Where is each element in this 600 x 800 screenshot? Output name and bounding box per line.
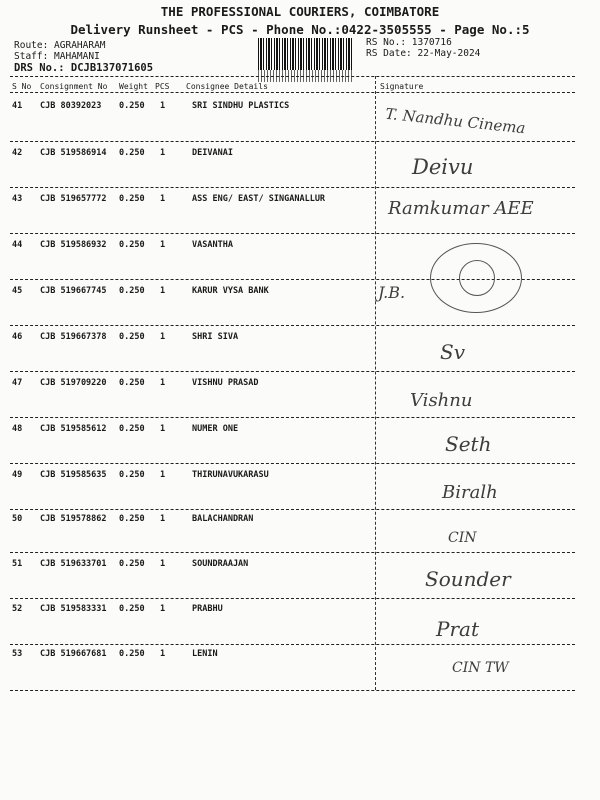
col-consignment: Consignment No xyxy=(40,82,108,91)
row-pcs: 1 xyxy=(160,378,166,388)
row-weight: 0.250 xyxy=(119,332,145,342)
row-consignment-no: CJB 519667378 xyxy=(40,332,107,342)
row-signature: CIN xyxy=(448,530,477,546)
drs-number: DRS No.: DCJB137071605 xyxy=(14,62,154,74)
row-signature: CIN TW xyxy=(452,660,509,676)
row-sno: 45 xyxy=(12,286,23,296)
row-consignee: LENIN xyxy=(192,649,218,659)
col-consignee: Consignee Details xyxy=(186,82,268,91)
rs-date: RS Date: 22-May-2024 xyxy=(366,48,481,59)
row-pcs: 1 xyxy=(160,604,166,614)
row-consignee: SOUNDRAAJAN xyxy=(192,559,249,569)
row-sno: 46 xyxy=(12,332,23,342)
row-consignee: VISHNU PRASAD xyxy=(192,378,259,388)
row-rule xyxy=(10,417,575,418)
col-sno: S No xyxy=(12,82,32,91)
row-signature: Ramkumar AEE xyxy=(388,198,534,219)
row-consignment-no: CJB 519586914 xyxy=(40,148,107,158)
row-consignee: KARUR VYSA BANK xyxy=(192,286,269,296)
row-pcs: 1 xyxy=(160,240,166,250)
row-rule xyxy=(10,325,575,326)
row-consignee: DEIVANAI xyxy=(192,148,233,158)
row-weight: 0.250 xyxy=(119,101,145,111)
row-weight: 0.250 xyxy=(119,194,145,204)
row-weight: 0.250 xyxy=(119,514,145,524)
row-pcs: 1 xyxy=(160,559,166,569)
row-rule xyxy=(10,371,575,372)
row-signature: T. Nandhu Cinema xyxy=(384,104,527,138)
header-rule xyxy=(10,92,575,93)
company-title: THE PROFESSIONAL COURIERS, COIMBATORE xyxy=(160,4,440,19)
row-rule xyxy=(10,598,575,599)
row-sno: 50 xyxy=(12,514,23,524)
row-consignee: SHRI SIVA xyxy=(192,332,239,342)
route-label: Route: AGRAHARAM xyxy=(14,40,106,51)
row-signature: Sv xyxy=(440,340,465,364)
rs-number: RS No.: 1370716 xyxy=(366,37,452,48)
row-consignment-no: CJB 519657772 xyxy=(40,194,107,204)
row-signature: Vishnu xyxy=(410,390,473,411)
row-rule xyxy=(10,187,575,188)
row-pcs: 1 xyxy=(160,332,166,342)
table-bottom-rule xyxy=(10,690,575,691)
row-sno: 43 xyxy=(12,194,23,204)
row-sno: 42 xyxy=(12,148,23,158)
runsheet-title: Delivery Runsheet - PCS - Phone No.:0422-3505555 - Page No.:5 xyxy=(70,22,530,37)
row-signature: Deivu xyxy=(412,155,474,179)
row-weight: 0.250 xyxy=(119,559,145,569)
row-signature: J.B. xyxy=(378,283,406,302)
row-pcs: 1 xyxy=(160,470,166,480)
row-pcs: 1 xyxy=(160,649,166,659)
row-weight: 0.250 xyxy=(119,286,145,296)
row-consignee: VASANTHA xyxy=(192,240,233,250)
row-weight: 0.250 xyxy=(119,470,145,480)
row-weight: 0.250 xyxy=(119,148,145,158)
row-consignee: SRI SINDHU PLASTICS xyxy=(192,101,290,111)
barcode xyxy=(258,38,354,70)
row-consignment-no: CJB 519578862 xyxy=(40,514,107,524)
row-rule xyxy=(10,509,575,510)
col-pcs: PCS xyxy=(155,82,170,91)
row-sno: 51 xyxy=(12,559,23,569)
row-pcs: 1 xyxy=(160,101,166,111)
bank-stamp xyxy=(430,243,522,313)
row-pcs: 1 xyxy=(160,194,166,204)
row-consignee: NUMER ONE xyxy=(192,424,239,434)
row-weight: 0.250 xyxy=(119,604,145,614)
row-signature: Sounder xyxy=(425,567,511,591)
row-signature: Seth xyxy=(445,432,492,456)
row-consignment-no: CJB 519667681 xyxy=(40,649,107,659)
row-consignee: THIRUNAVUKARASU xyxy=(192,470,269,480)
row-consignment-no: CJB 519586932 xyxy=(40,240,107,250)
row-signature: Biralh xyxy=(442,482,498,503)
table-top-rule xyxy=(10,76,575,77)
row-consignment-no: CJB 80392023 xyxy=(40,101,102,111)
row-rule xyxy=(10,141,575,142)
row-sno: 48 xyxy=(12,424,23,434)
row-rule xyxy=(10,552,575,553)
row-consignment-no: CJB 519585612 xyxy=(40,424,107,434)
row-sno: 53 xyxy=(12,649,23,659)
row-consignment-no: CJB 519583331 xyxy=(40,604,107,614)
row-sno: 52 xyxy=(12,604,23,614)
row-pcs: 1 xyxy=(160,148,166,158)
row-rule xyxy=(10,233,575,234)
col-signature: Signature xyxy=(380,82,424,91)
row-consignment-no: CJB 519667745 xyxy=(40,286,107,296)
row-consignee: BALACHANDRAN xyxy=(192,514,254,524)
row-weight: 0.250 xyxy=(119,378,145,388)
row-pcs: 1 xyxy=(160,514,166,524)
row-rule xyxy=(10,463,575,464)
row-consignee: ASS ENG/ EAST/ SINGANALLUR xyxy=(192,194,326,204)
row-consignment-no: CJB 519585635 xyxy=(40,470,107,480)
col-weight: Weight xyxy=(119,82,148,91)
row-sno: 49 xyxy=(12,470,23,480)
row-sno: 44 xyxy=(12,240,23,250)
row-consignment-no: CJB 519709220 xyxy=(40,378,107,388)
row-consignment-no: CJB 519633701 xyxy=(40,559,107,569)
row-pcs: 1 xyxy=(160,286,166,296)
row-weight: 0.250 xyxy=(119,649,145,659)
row-sno: 47 xyxy=(12,378,23,388)
row-weight: 0.250 xyxy=(119,240,145,250)
row-pcs: 1 xyxy=(160,424,166,434)
row-signature: Prat xyxy=(436,617,479,641)
row-sno: 41 xyxy=(12,101,23,111)
staff-label: Staff: MAHAMANI xyxy=(14,51,100,62)
row-weight: 0.250 xyxy=(119,424,145,434)
row-rule xyxy=(10,644,575,645)
row-consignee: PRABHU xyxy=(192,604,223,614)
